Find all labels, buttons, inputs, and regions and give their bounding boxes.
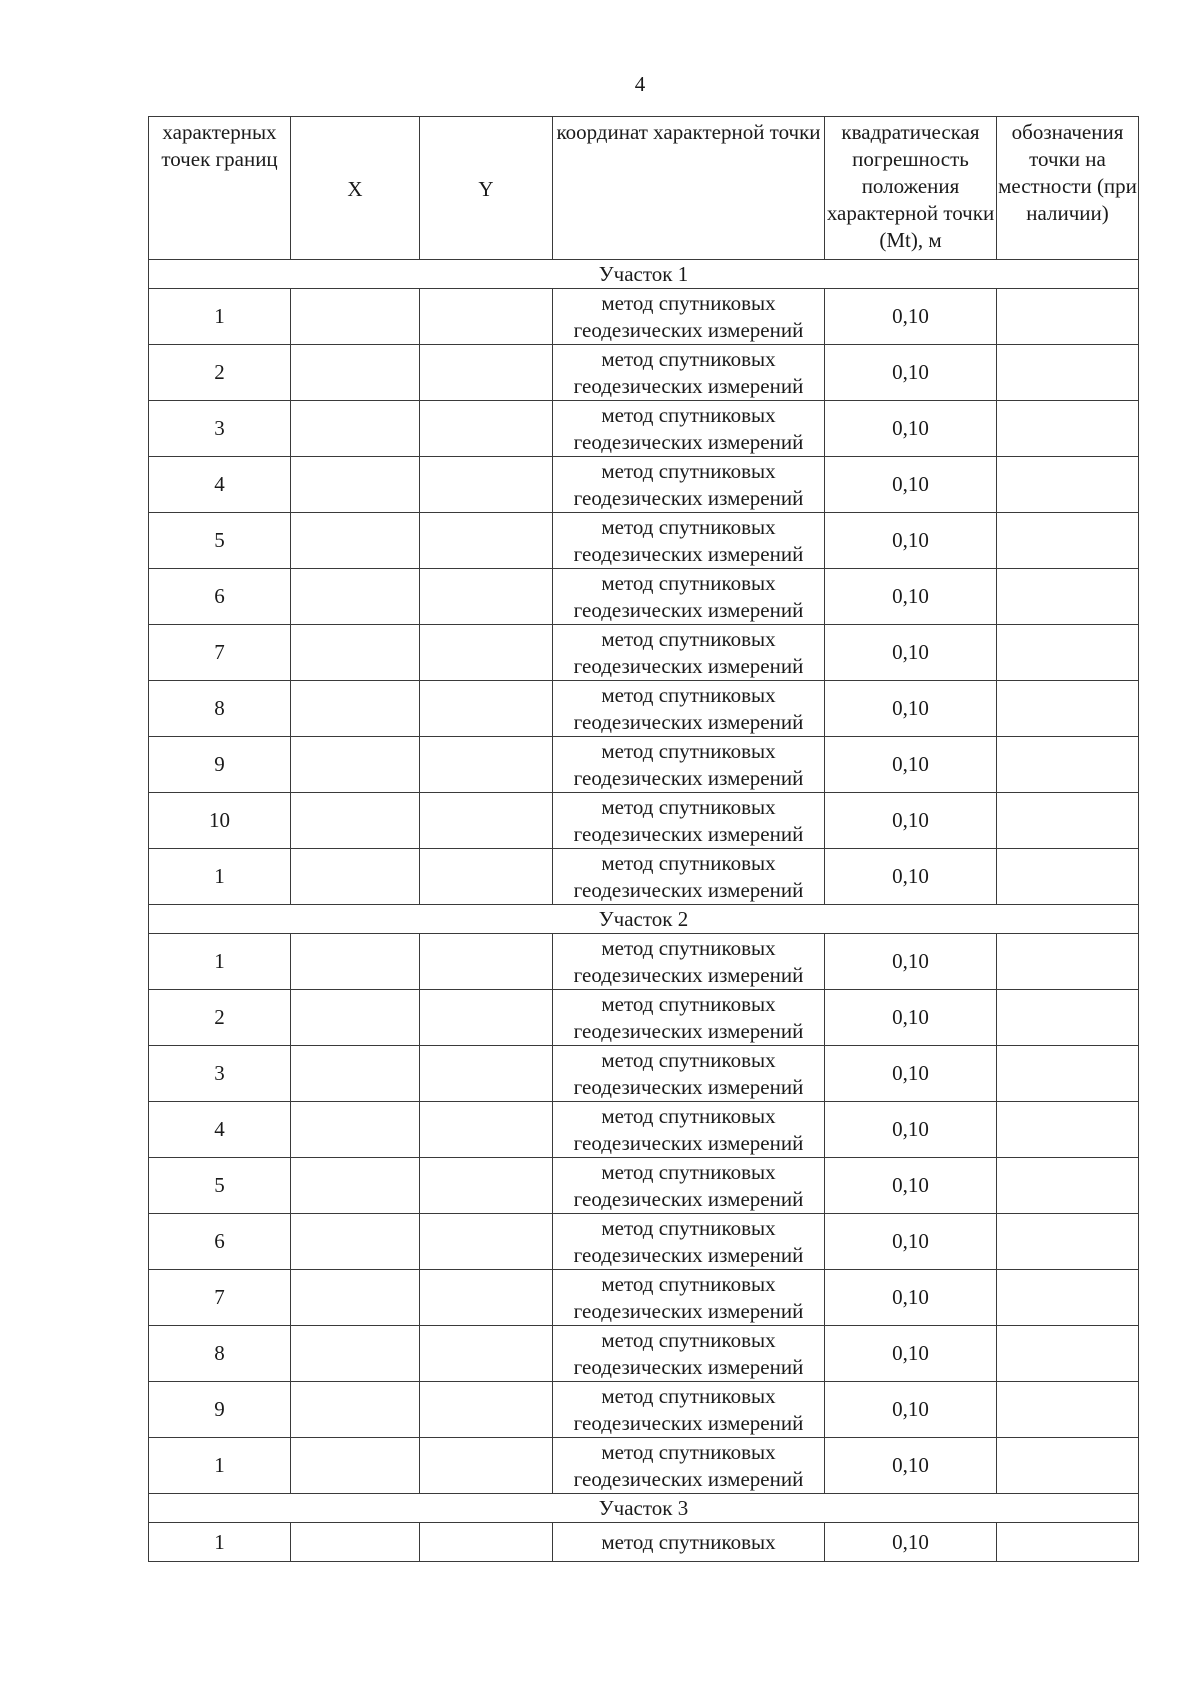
method-cell xyxy=(553,457,825,513)
method-cell xyxy=(553,934,825,990)
y-coordinate-cell xyxy=(420,1270,553,1326)
method-line-1: метод спутниковых xyxy=(601,850,776,875)
method-line-2: геодезических измерений xyxy=(573,1018,804,1043)
marking-cell xyxy=(997,1523,1139,1562)
method-cell xyxy=(553,289,825,345)
table-row xyxy=(149,1158,1139,1214)
method-line-1: метод спутниковых xyxy=(601,514,776,539)
point-number-cell: 8 xyxy=(149,1326,291,1382)
x-coordinate-cell xyxy=(291,990,420,1046)
table-row xyxy=(149,990,1139,1046)
method-cell xyxy=(553,1523,825,1562)
table-row xyxy=(149,1382,1139,1438)
point-number-cell: 9 xyxy=(149,737,291,793)
method-cell xyxy=(553,1326,825,1382)
point-number-cell: 3 xyxy=(149,401,291,457)
section-header-row xyxy=(149,260,1139,289)
point-number-cell: 1 xyxy=(149,289,291,345)
y-coordinate-cell xyxy=(420,681,553,737)
table-row xyxy=(149,345,1139,401)
accuracy-cell: 0,10 xyxy=(825,849,997,905)
x-coordinate-cell xyxy=(291,457,420,513)
method-line-1: метод спутниковых xyxy=(601,794,776,819)
y-coordinate-cell xyxy=(420,1382,553,1438)
table-row xyxy=(149,513,1139,569)
point-number-cell: 2 xyxy=(149,990,291,1046)
table-row xyxy=(149,793,1139,849)
section-title: Участок 1 xyxy=(149,260,1139,289)
method-line-1: метод спутниковых xyxy=(601,1047,776,1072)
point-number-cell: 4 xyxy=(149,457,291,513)
marking-cell xyxy=(997,1382,1139,1438)
marking-cell xyxy=(997,849,1139,905)
method-line-2: геодезических измерений xyxy=(573,317,804,342)
table-header-row xyxy=(149,117,1139,260)
table-row xyxy=(149,401,1139,457)
accuracy-cell: 0,10 xyxy=(825,793,997,849)
method-line-2: геодезических измерений xyxy=(573,1466,804,1491)
marking-cell xyxy=(997,569,1139,625)
table-row xyxy=(149,457,1139,513)
y-coordinate-cell xyxy=(420,513,553,569)
point-number-cell: 1 xyxy=(149,849,291,905)
accuracy-cell: 0,10 xyxy=(825,990,997,1046)
x-coordinate-cell xyxy=(291,1270,420,1326)
y-coordinate-cell xyxy=(420,934,553,990)
marking-cell xyxy=(997,289,1139,345)
x-coordinate-cell xyxy=(291,1326,420,1382)
y-coordinate-cell xyxy=(420,289,553,345)
method-line-1: метод спутниковых xyxy=(601,738,776,763)
method-cell xyxy=(553,1214,825,1270)
method-line-1: метод спутниковых xyxy=(601,1439,776,1464)
table-row xyxy=(149,1326,1139,1382)
method-line-1: метод спутниковых xyxy=(601,402,776,427)
y-coordinate-cell xyxy=(420,457,553,513)
table-row xyxy=(149,1102,1139,1158)
point-number-cell: 1 xyxy=(149,1438,291,1494)
x-coordinate-cell xyxy=(291,1382,420,1438)
accuracy-cell: 0,10 xyxy=(825,737,997,793)
marking-cell xyxy=(997,681,1139,737)
point-number-cell: 5 xyxy=(149,1158,291,1214)
method-cell xyxy=(553,513,825,569)
method-line-2: геодезических измерений xyxy=(573,1298,804,1323)
method-line-2: геодезических измерений xyxy=(573,1074,804,1099)
method-cell xyxy=(553,1438,825,1494)
method-line-2: геодезических измерений xyxy=(573,1130,804,1155)
table-row xyxy=(149,934,1139,990)
accuracy-cell: 0,10 xyxy=(825,625,997,681)
method-line-1: метод спутниковых xyxy=(601,1327,776,1352)
point-number-cell: 5 xyxy=(149,513,291,569)
accuracy-cell: 0,10 xyxy=(825,1326,997,1382)
point-number-cell: 1 xyxy=(149,934,291,990)
method-cell xyxy=(553,849,825,905)
accuracy-cell: 0,10 xyxy=(825,513,997,569)
method-cell xyxy=(553,1046,825,1102)
method-cell xyxy=(553,345,825,401)
marking-cell xyxy=(997,345,1139,401)
marking-cell xyxy=(997,1214,1139,1270)
table-body xyxy=(149,117,1139,1562)
marking-cell xyxy=(997,1102,1139,1158)
accuracy-cell: 0,10 xyxy=(825,1270,997,1326)
x-coordinate-cell xyxy=(291,625,420,681)
method-line-1: метод спутниковых xyxy=(601,458,776,483)
method-cell xyxy=(553,737,825,793)
marking-cell xyxy=(997,1046,1139,1102)
x-coordinate-cell xyxy=(291,737,420,793)
y-coordinate-cell xyxy=(420,793,553,849)
method-line-1: метод спутниковых xyxy=(601,935,776,960)
marking-cell xyxy=(997,1438,1139,1494)
accuracy-cell: 0,10 xyxy=(825,457,997,513)
point-number-cell: 7 xyxy=(149,625,291,681)
point-number-cell: 6 xyxy=(149,1214,291,1270)
method-line-2: геодезических измерений xyxy=(573,373,804,398)
x-coordinate-cell xyxy=(291,1046,420,1102)
accuracy-cell: 0,10 xyxy=(825,1046,997,1102)
method-line-1: метод спутниковых xyxy=(601,626,776,651)
method-line-1: метод спутниковых xyxy=(601,1215,776,1240)
method-line-1: метод спутниковых xyxy=(601,570,776,595)
table-row xyxy=(149,1046,1139,1102)
header-accuracy: квадратическая погрешность положения характерной точки (Mt), м xyxy=(825,117,997,260)
method-line-1: метод спутниковых xyxy=(601,1103,776,1128)
x-coordinate-cell xyxy=(291,793,420,849)
y-coordinate-cell xyxy=(420,1523,553,1562)
header-x: X xyxy=(291,117,420,260)
table-row xyxy=(149,681,1139,737)
method-line-1: метод спутниковых xyxy=(601,1159,776,1184)
y-coordinate-cell xyxy=(420,345,553,401)
method-cell xyxy=(553,625,825,681)
table-row xyxy=(149,1438,1139,1494)
table-row xyxy=(149,1270,1139,1326)
accuracy-cell: 0,10 xyxy=(825,569,997,625)
point-number-cell: 8 xyxy=(149,681,291,737)
marking-cell xyxy=(997,737,1139,793)
x-coordinate-cell xyxy=(291,569,420,625)
header-y: Y xyxy=(420,117,553,260)
header-method: координат характерной точки xyxy=(553,117,825,260)
table-row xyxy=(149,569,1139,625)
point-number-cell: 3 xyxy=(149,1046,291,1102)
accuracy-cell: 0,10 xyxy=(825,289,997,345)
method-cell xyxy=(553,569,825,625)
accuracy-cell: 0,10 xyxy=(825,1523,997,1562)
accuracy-cell: 0,10 xyxy=(825,934,997,990)
method-line-2: геодезических измерений xyxy=(573,597,804,622)
method-cell xyxy=(553,681,825,737)
marking-cell xyxy=(997,1326,1139,1382)
accuracy-cell: 0,10 xyxy=(825,345,997,401)
page-number: 4 xyxy=(634,72,646,96)
method-line-2: геодезических измерений xyxy=(573,1354,804,1379)
method-line-2: геодезических измерений xyxy=(573,485,804,510)
y-coordinate-cell xyxy=(420,737,553,793)
point-number-cell: 9 xyxy=(149,1382,291,1438)
method-line-2: геодезических измерений xyxy=(573,1242,804,1267)
method-line-2: геодезических измерений xyxy=(573,821,804,846)
table-row xyxy=(149,849,1139,905)
table-row xyxy=(149,625,1139,681)
method-line-2: геодезических измерений xyxy=(573,765,804,790)
marking-cell xyxy=(997,793,1139,849)
point-number-cell: 4 xyxy=(149,1102,291,1158)
method-line-1: метод спутниковых xyxy=(601,346,776,371)
method-line-2: геодезических измерений xyxy=(573,1186,804,1211)
x-coordinate-cell xyxy=(291,1438,420,1494)
header-point-numbers: характерных точек границ xyxy=(149,117,291,260)
accuracy-cell: 0,10 xyxy=(825,681,997,737)
section-header-row xyxy=(149,905,1139,934)
accuracy-cell: 0,10 xyxy=(825,1158,997,1214)
marking-cell xyxy=(997,625,1139,681)
section-header-row xyxy=(149,1494,1139,1523)
method-line-2: геодезических измерений xyxy=(573,653,804,678)
marking-cell xyxy=(997,401,1139,457)
method-cell xyxy=(553,1158,825,1214)
marking-cell xyxy=(997,990,1139,1046)
y-coordinate-cell xyxy=(420,1438,553,1494)
y-coordinate-cell xyxy=(420,1214,553,1270)
accuracy-cell: 0,10 xyxy=(825,401,997,457)
method-line-1: метод спутниковых xyxy=(601,1383,776,1408)
marking-cell xyxy=(997,934,1139,990)
marking-cell xyxy=(997,457,1139,513)
y-coordinate-cell xyxy=(420,401,553,457)
x-coordinate-cell xyxy=(291,513,420,569)
y-coordinate-cell xyxy=(420,1046,553,1102)
accuracy-cell: 0,10 xyxy=(825,1102,997,1158)
x-coordinate-cell xyxy=(291,1523,420,1562)
accuracy-cell: 0,10 xyxy=(825,1438,997,1494)
point-number-cell: 2 xyxy=(149,345,291,401)
table-row xyxy=(149,1214,1139,1270)
method-line-1: метод спутниковых xyxy=(601,991,776,1016)
method-line-1: метод спутниковых xyxy=(601,1529,776,1554)
marking-cell xyxy=(997,1158,1139,1214)
method-line-2: геодезических измерений xyxy=(573,429,804,454)
x-coordinate-cell xyxy=(291,1214,420,1270)
point-number-cell: 6 xyxy=(149,569,291,625)
method-line-2: геодезических измерений xyxy=(573,541,804,566)
method-line-2: геодезических измерений xyxy=(573,709,804,734)
x-coordinate-cell xyxy=(291,1102,420,1158)
accuracy-cell: 0,10 xyxy=(825,1214,997,1270)
marking-cell xyxy=(997,513,1139,569)
table-row xyxy=(149,289,1139,345)
method-cell xyxy=(553,1270,825,1326)
y-coordinate-cell xyxy=(420,990,553,1046)
method-line-2: геодезических измерений xyxy=(573,962,804,987)
method-cell xyxy=(553,401,825,457)
x-coordinate-cell xyxy=(291,1158,420,1214)
y-coordinate-cell xyxy=(420,1326,553,1382)
x-coordinate-cell xyxy=(291,401,420,457)
method-cell xyxy=(553,1382,825,1438)
method-cell xyxy=(553,793,825,849)
method-cell xyxy=(553,1102,825,1158)
method-line-1: метод спутниковых xyxy=(601,290,776,315)
point-number-cell: 10 xyxy=(149,793,291,849)
header-marking: обозначения точки на местности (при наличии) xyxy=(997,117,1139,260)
x-coordinate-cell xyxy=(291,849,420,905)
x-coordinate-cell xyxy=(291,934,420,990)
method-line-1: метод спутниковых xyxy=(601,1271,776,1296)
y-coordinate-cell xyxy=(420,569,553,625)
method-line-2: геодезических измерений xyxy=(573,1410,804,1435)
section-title: Участок 3 xyxy=(149,1494,1139,1523)
table-row xyxy=(149,1523,1139,1562)
table-row xyxy=(149,737,1139,793)
section-title: Участок 2 xyxy=(149,905,1139,934)
y-coordinate-cell xyxy=(420,1158,553,1214)
x-coordinate-cell xyxy=(291,289,420,345)
marking-cell xyxy=(997,1270,1139,1326)
method-line-2: геодезических измерений xyxy=(573,877,804,902)
y-coordinate-cell xyxy=(420,1102,553,1158)
point-number-cell: 7 xyxy=(149,1270,291,1326)
y-coordinate-cell xyxy=(420,625,553,681)
x-coordinate-cell xyxy=(291,681,420,737)
y-coordinate-cell xyxy=(420,849,553,905)
method-line-1: метод спутниковых xyxy=(601,682,776,707)
accuracy-cell: 0,10 xyxy=(825,1382,997,1438)
x-coordinate-cell xyxy=(291,345,420,401)
coordinates-table xyxy=(148,116,1139,1562)
point-number-cell: 1 xyxy=(149,1523,291,1562)
method-cell xyxy=(553,990,825,1046)
